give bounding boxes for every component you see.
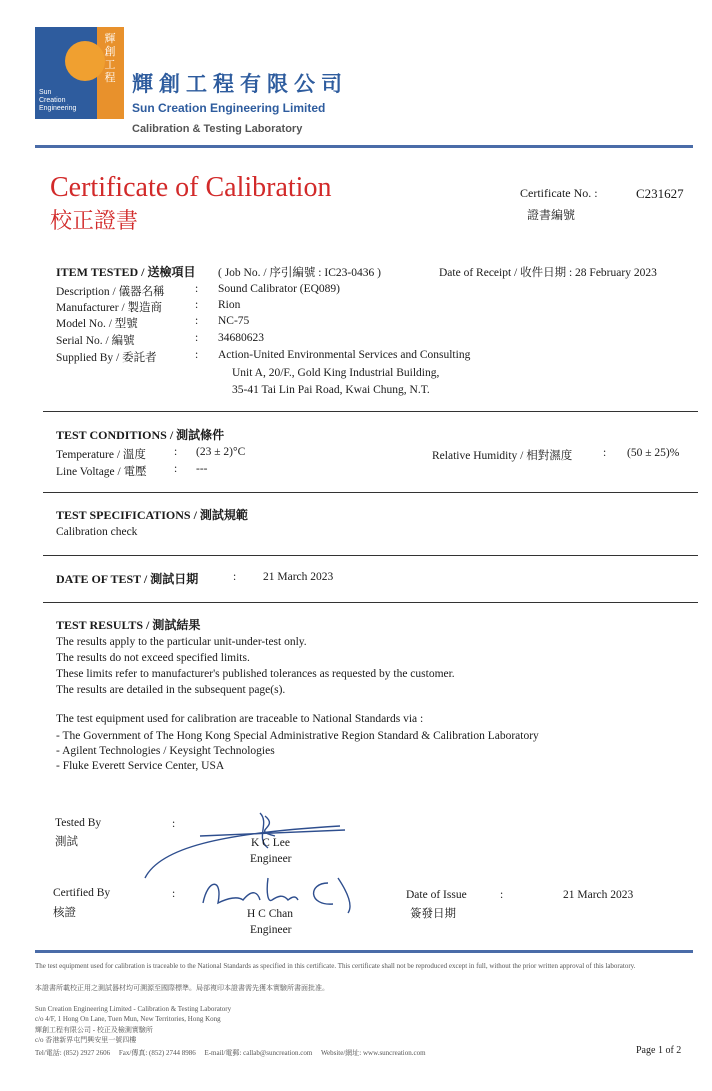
company-logo (35, 27, 124, 119)
trace-intro: The test equipment used for calibration are traceable to National Standards via : (56, 713, 424, 725)
date-of-test-label: DATE OF TEST / 測試日期 (56, 572, 199, 586)
company-name-en: Sun Creation Engineering Limited (132, 101, 326, 115)
voltage-label: Line Voltage / 電壓 (56, 466, 147, 478)
divider (43, 555, 698, 556)
tested-by-name: K C Lee (251, 837, 290, 849)
address-line-1: Unit A, 20/F., Gold King Industrial Building, (232, 367, 440, 379)
colon: : (195, 315, 199, 327)
voltage-value: --- (196, 463, 208, 475)
colon: : (500, 889, 504, 901)
specs-text: Calibration check (56, 526, 138, 538)
issue-date-label: Date of Issue (406, 889, 467, 901)
result-line-3: These limits refer to manufacturer's published tolerances as requested by the customer. (56, 668, 455, 680)
certificate-label-cn: 證書編號 (527, 208, 576, 222)
trace-item-3: - Fluke Everett Service Center, USA (56, 760, 225, 772)
issue-date-cn: 簽發日期 (410, 908, 456, 920)
conditions-heading: TEST CONDITIONS / 測試條件 (56, 428, 225, 442)
colon: : (174, 446, 178, 458)
header-rule (35, 145, 693, 148)
serial-label: Serial No. / 編號 (56, 335, 135, 347)
certified-by-title: Engineer (250, 924, 292, 936)
temperature-value: (23 ± 2)°C (196, 446, 246, 458)
issue-date-value: 21 March 2023 (563, 889, 634, 901)
date-of-test-value: 21 March 2023 (263, 571, 334, 583)
footer-notice-en: The test equipment used for calibration is traceable to the National Standards as specified in this certificate. This certificate shall not be reproduced except in full, without the prior written approval of this laboratory. (35, 962, 636, 970)
result-line-2: The results do not exceed specified limits. (56, 652, 250, 664)
footer-notice-cn: 本證書所載校正用之測試器材均可溯源至國際標準。局部複印本證書需先獲本實驗所書面批准。 (35, 984, 329, 992)
humidity-label: Relative Humidity / 相對濕度 (432, 450, 573, 462)
colon: : (195, 283, 199, 295)
certificate-number: C231627 (636, 186, 684, 201)
divider (43, 492, 698, 493)
manufacturer-label: Manufacturer / 製造商 (56, 302, 163, 314)
page-number: Page 1 of 2 (636, 1045, 682, 1056)
title-cn: 校正證書 (50, 208, 139, 233)
colon: : (603, 447, 607, 459)
company-name-cn: 輝創工程有限公司 (132, 73, 348, 96)
tested-by-label: Tested By (55, 817, 102, 829)
title-en: Certificate of Calibration (50, 172, 332, 203)
colon: : (195, 349, 199, 361)
date-of-receipt: Date of Receipt / 收件日期 : 28 February 2023 (439, 267, 657, 279)
address-line-2: 35-41 Tai Lin Pai Road, Kwai Chung, N.T. (232, 384, 430, 396)
results-heading: TEST RESULTS / 測試結果 (56, 618, 201, 632)
footer-address-1: Sun Creation Engineering Limited - Calibration & Testing Laboratory (35, 1005, 232, 1013)
colon: : (172, 888, 176, 900)
divider (43, 602, 698, 603)
footer-address-3: 輝創工程有限公司 - 校正及檢測實驗所 (35, 1026, 153, 1034)
company-lab: Calibration & Testing Laboratory (132, 123, 303, 135)
footer-address-2: c/o 4/F, 1 Hong On Lane, Tuen Mun, New Territories, Hong Kong (35, 1015, 221, 1023)
certified-by-label: Certified By (53, 887, 111, 899)
colon: : (195, 299, 199, 311)
colon: : (233, 571, 237, 583)
specs-heading: TEST SPECIFICATIONS / 測試規範 (56, 508, 248, 522)
certificate-label: Certificate No. : (520, 186, 598, 200)
result-line-4: The results are detailed in the subsequent page(s). (56, 684, 286, 696)
logo-english-text: Sun Creation Engineering (39, 89, 77, 112)
colon: : (195, 332, 199, 344)
trace-item-1: - The Government of The Hong Kong Special Administrative Region Standard & Calibration Laboratory (56, 730, 539, 742)
divider (43, 411, 698, 412)
description-value: Sound Calibrator (EQ089) (218, 283, 341, 295)
colon: : (172, 818, 176, 830)
model-label: Model No. / 型號 (56, 318, 138, 330)
description-label: Description / 儀器名稱 (56, 286, 165, 298)
manufacturer-value: Rion (218, 299, 241, 311)
colon: : (174, 463, 178, 475)
model-value: NC-75 (218, 315, 250, 327)
result-line-1: The results apply to the particular unit-under-test only. (56, 636, 307, 648)
serial-value: 34680623 (218, 332, 264, 344)
logo-chinese-chars: 輝 創 工 程 (104, 33, 116, 84)
job-number: ( Job No. / 序引編號 : IC23-0436 ) (218, 267, 381, 279)
footer-contact: Tel/電話: (852) 2927 2606 Fax/傳真: (852) 2744 8986 E-mail/電郵: callab@suncreation.com Website/網址: www.suncreation.com (35, 1049, 426, 1057)
footer-rule (35, 950, 693, 953)
certified-by-cn: 核證 (53, 907, 76, 919)
humidity-value: (50 ± 25)% (627, 447, 680, 459)
footer-address-4: c/o 香港新界屯門興安里一號四樓 (35, 1036, 137, 1044)
supplied-label: Supplied By / 委託者 (56, 352, 157, 364)
temperature-label: Temperature / 溫度 (56, 449, 146, 461)
certified-by-name: H C Chan (247, 908, 293, 920)
tested-by-title: Engineer (250, 853, 292, 865)
item-heading: ITEM TESTED / 送檢項目 (56, 265, 196, 279)
supplied-value: Action-United Environmental Services and Consulting (218, 349, 471, 361)
tested-by-cn: 測試 (55, 836, 78, 848)
trace-item-2: - Agilent Technologies / Keysight Technologies (56, 745, 275, 757)
